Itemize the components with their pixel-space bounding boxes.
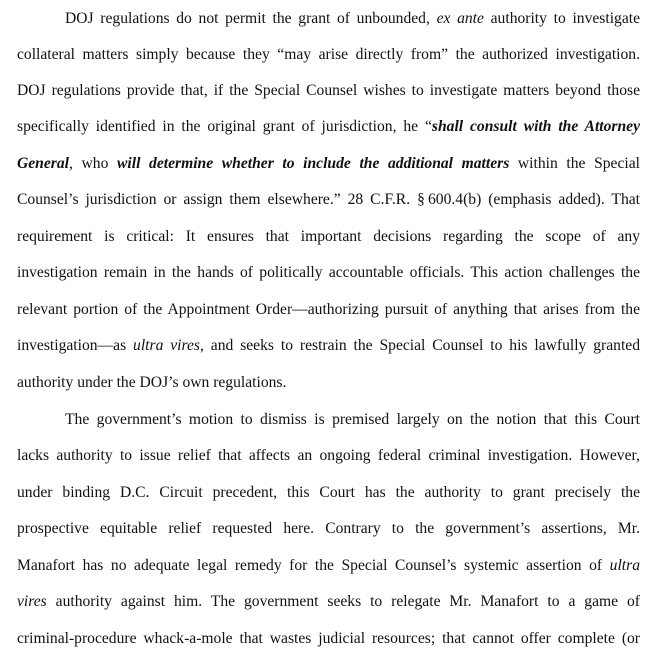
italic-text: ultra bbox=[609, 557, 640, 574]
text-run: Manafort has no adequate legal remedy for the Special Counsel’s systemic assertion of bbox=[17, 557, 610, 574]
text-run: lacks authority to issue relief that affects an ongoing federal criminal investigation. However, bbox=[17, 447, 640, 464]
italic-text: ultra vires bbox=[133, 337, 200, 354]
text-line bbox=[17, 336, 640, 356]
text-line bbox=[65, 410, 640, 430]
text-run: investigation remain in the hands of politically accountable officials. This action challenges the bbox=[17, 264, 640, 281]
text-run: relevant portion of the Appointment Order—authorizing pursuit of anything that arises from the bbox=[17, 301, 640, 318]
text-line bbox=[17, 154, 640, 174]
italic-text: vires bbox=[17, 593, 47, 610]
text-run: DOJ regulations provide that, if the Special Counsel wishes to investigate matters beyond those bbox=[17, 82, 640, 99]
text-line bbox=[17, 629, 640, 649]
text-run: authority under the DOJ’s own regulations. bbox=[17, 374, 287, 391]
text-line bbox=[65, 9, 640, 29]
text-run: collateral matters simply because they “may arise directly from” the authorized investigation. bbox=[17, 46, 640, 63]
text-line bbox=[17, 81, 640, 101]
text-run: , and seeks to restrain the Special Counsel to his lawfully granted bbox=[200, 337, 640, 354]
text-run: specifically identified in the original grant of jurisdiction, he “ bbox=[17, 118, 432, 135]
text-run: DOJ regulations do not permit the grant of unbounded, bbox=[65, 10, 437, 27]
text-run: investigation—as bbox=[17, 337, 134, 354]
text-run: criminal-procedure whack-a-mole that wastes judicial resources; that cannot offer complete (or bbox=[17, 630, 640, 647]
text-run: Counsel’s jurisdiction or assign them elsewhere.” 28 C.F.R. § 600.4(b) (emphasis added). That bbox=[17, 191, 640, 208]
text-run: authority to investigate bbox=[483, 10, 640, 27]
text-run: The government’s motion to dismiss is premised largely on the notion that this Court bbox=[65, 411, 640, 428]
emphasis-text: will determine whether to include the additional matters bbox=[117, 155, 510, 172]
italic-text: ex ante bbox=[436, 10, 484, 27]
text-line bbox=[17, 446, 640, 466]
text-line bbox=[17, 483, 640, 503]
text-line bbox=[17, 556, 640, 576]
text-run: authority against him. The government seeks to relegate Mr. Manafort to a game of bbox=[46, 593, 640, 610]
text-line bbox=[17, 190, 640, 210]
text-line bbox=[17, 263, 640, 283]
emphasis-text: General bbox=[17, 155, 69, 172]
text-line bbox=[17, 45, 640, 65]
emphasis-text: shall consult with the Attorney bbox=[431, 118, 641, 135]
text-line bbox=[17, 117, 640, 137]
text-line bbox=[17, 227, 640, 247]
text-run: prospective equitable relief requested here. Contrary to the government’s assertions, Mr. bbox=[17, 520, 640, 537]
text-line bbox=[17, 300, 640, 320]
text-line bbox=[17, 592, 640, 612]
text-run: under binding D.C. Circuit precedent, this Court has the authority to grant precisely the bbox=[17, 484, 640, 501]
text-run: , who bbox=[68, 155, 118, 172]
text-line bbox=[17, 373, 640, 393]
text-line bbox=[17, 519, 640, 539]
text-run: within the Special bbox=[509, 155, 640, 172]
text-run: requirement is critical: It ensures that important decisions regarding the scope of any bbox=[17, 228, 640, 245]
